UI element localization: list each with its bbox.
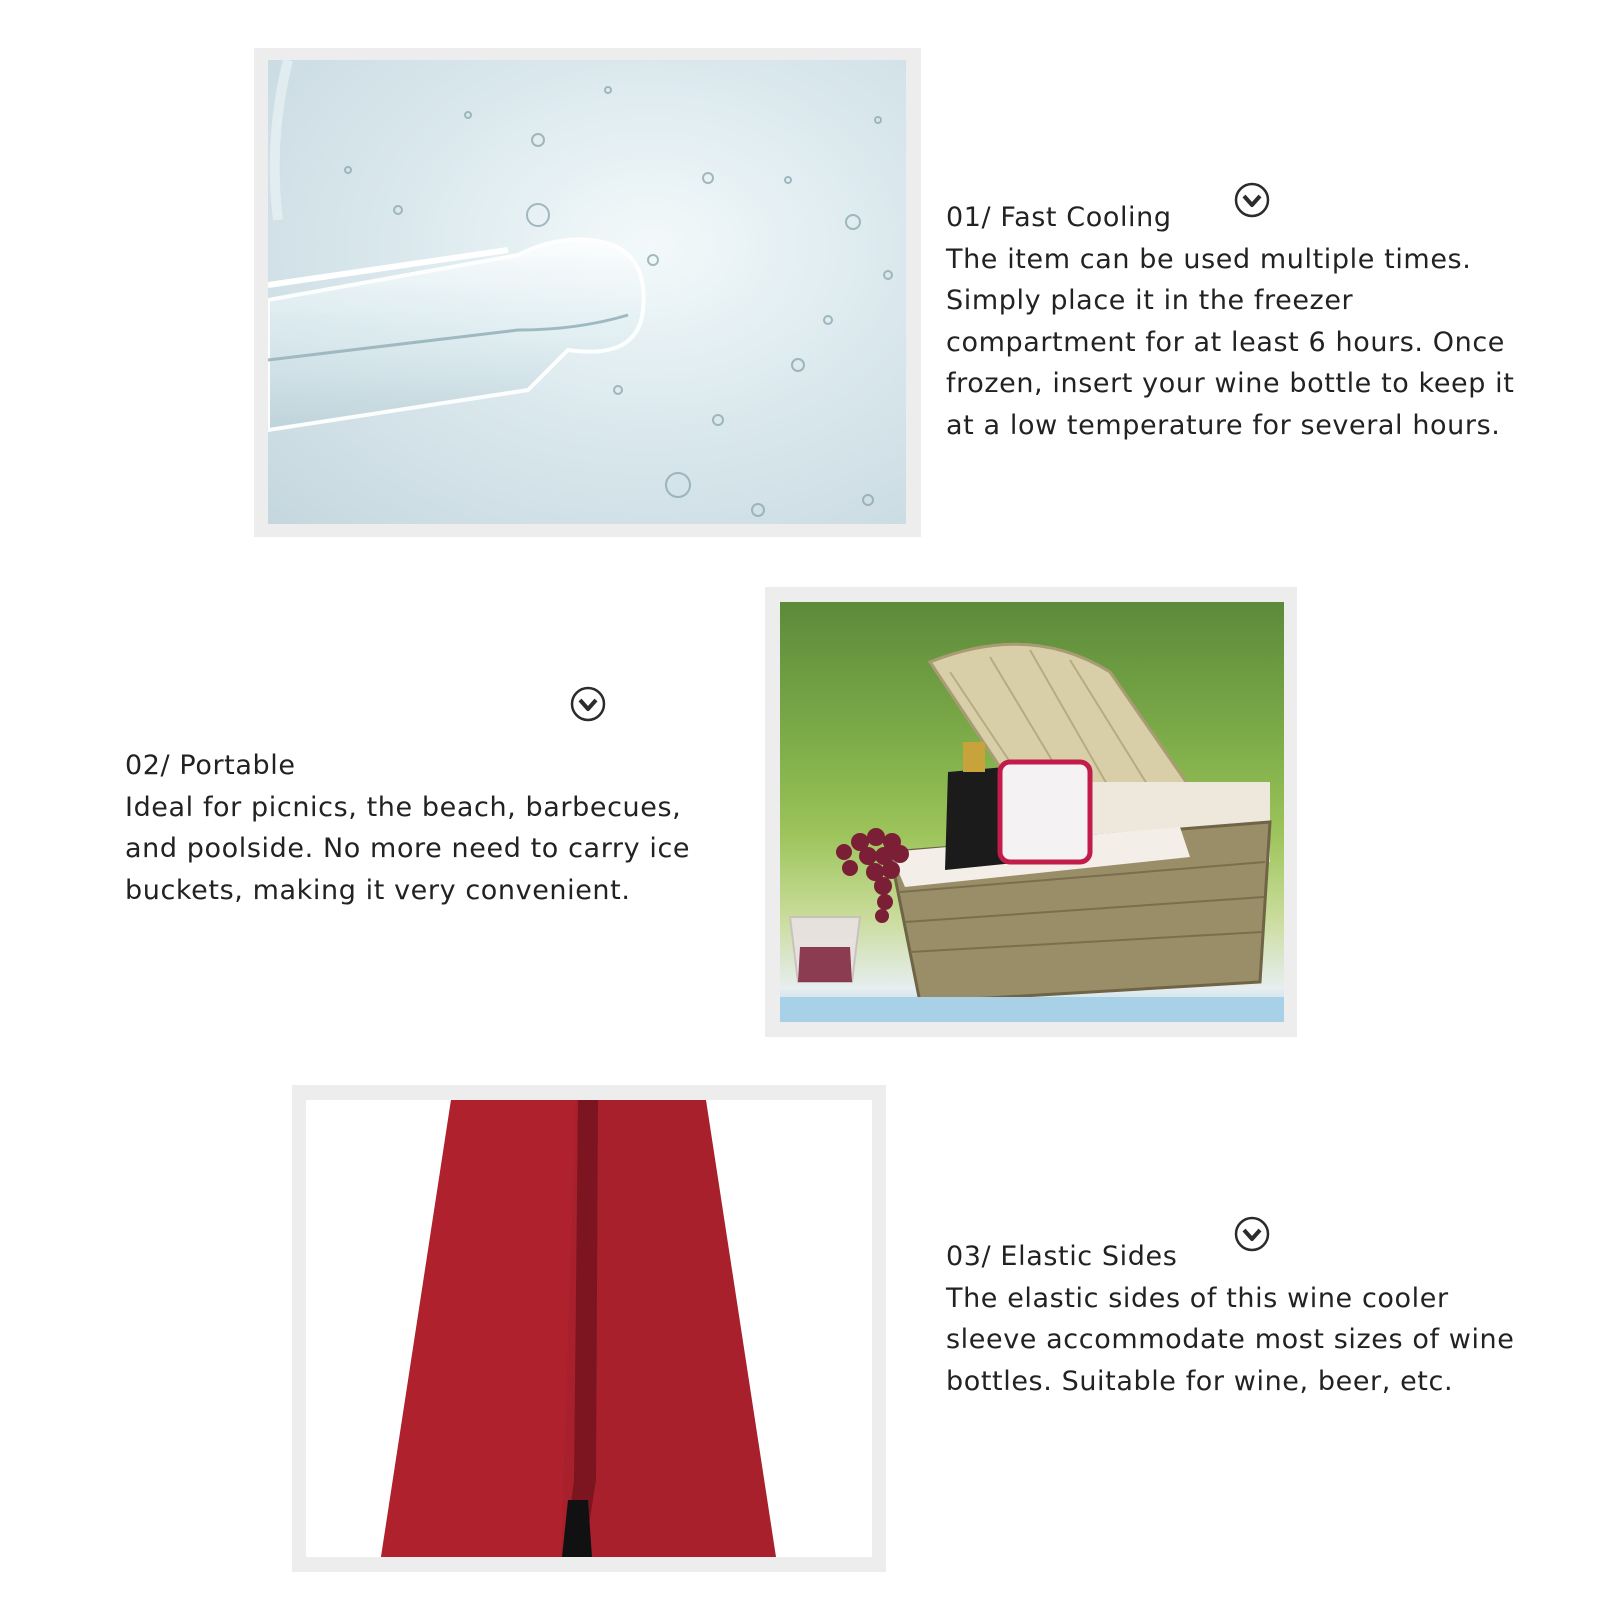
feature-fast-cooling: [946, 197, 1566, 446]
feature-description: The elastic sides of this wine cooler sleeve accommodate most sizes of wine bottles. Suitable for wine, beer, etc.: [946, 1282, 1515, 1397]
feature-title: 02/ Portable: [125, 750, 296, 781]
red-wine-cooler-sleeve-image: [306, 1100, 872, 1557]
feature-title: 03/ Elastic Sides: [946, 1241, 1178, 1272]
feature-description: The item can be used multiple times. Simply place it in the freezer compartment for at least 6 hours. Once frozen, insert your wine bottle to keep it at a low temperature for several hours.: [946, 243, 1515, 441]
feature-portable: [125, 745, 745, 911]
feature-description: Ideal for picnics, the beach, barbecues, and poolside. No more need to carry ice buckets, making it very convenient.: [125, 791, 691, 906]
picnic-basket-image: [780, 602, 1284, 1022]
feature-elastic-sides: [946, 1236, 1566, 1402]
feature-title: 01/ Fast Cooling: [946, 202, 1172, 233]
ice-water-bottle-image: [268, 60, 906, 524]
chevron-down-circle-icon: [568, 684, 608, 724]
